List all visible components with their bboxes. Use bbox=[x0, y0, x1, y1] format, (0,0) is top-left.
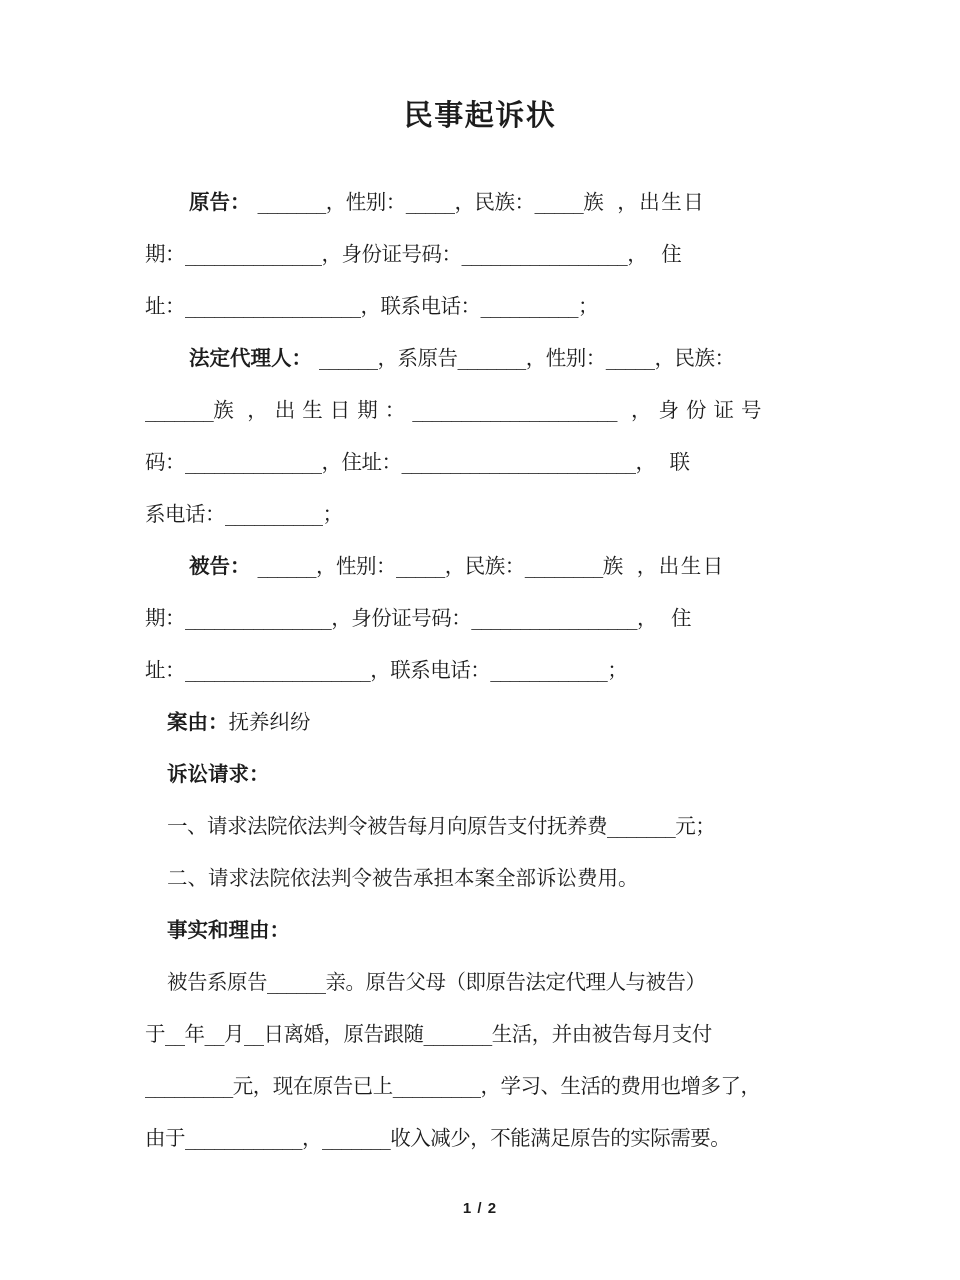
legal-rep-line-1 bbox=[145, 332, 817, 384]
claim-item-1-text: 一、请求法院依法判令被告每月向原告支付抚养费_______元； bbox=[167, 814, 716, 838]
legal-rep-line-3 bbox=[145, 436, 817, 488]
legal-rep-line-2-tail: ，身份证号 bbox=[631, 398, 769, 422]
claim-item-2-text: 二、请求法院依法判令被告承担本案全部诉讼费用。 bbox=[167, 866, 639, 890]
legal-rep-line-2-lead: _______族 bbox=[145, 398, 234, 422]
page-number-footer: 1 / 2 bbox=[462, 1200, 498, 1217]
facts-line-4 bbox=[145, 1112, 817, 1164]
facts-line-3-text: _________元，现在原告已上_________，学习、生活的费用也增多了， bbox=[145, 1074, 761, 1098]
facts-line-1 bbox=[145, 956, 817, 1008]
legal-rep-line-1-fields: ______，系原告_______，性别：_____，民族： bbox=[319, 346, 735, 370]
legal-rep-line-2-mid: ，出生日期： bbox=[247, 398, 413, 422]
facts-heading-label: 事实和理由： bbox=[167, 918, 290, 942]
facts-line-3 bbox=[145, 1060, 817, 1112]
defendant-line-3-fields: 址：___________________，联系电话：____________； bbox=[145, 658, 628, 682]
defendant-line-3 bbox=[145, 644, 817, 696]
plaintiff-line-1-tail: ，出生日 bbox=[617, 190, 706, 214]
facts-line-4-text: 由于____________，_______收入减少，不能满足原告的实际需要。 bbox=[145, 1126, 731, 1150]
plaintiff-line-3-fields: 址：__________________，联系电话：__________； bbox=[145, 294, 598, 318]
plaintiff-line-3 bbox=[145, 280, 817, 332]
cause-of-action-label: 案由： bbox=[167, 710, 229, 734]
claims-heading bbox=[145, 748, 817, 800]
claims-heading-label: 诉讼请求： bbox=[167, 762, 270, 786]
defendant-line-2-tail: 住 bbox=[671, 606, 692, 630]
legal-rep-label: 法定代理人： bbox=[189, 346, 312, 370]
document-body bbox=[145, 176, 817, 1164]
legal-rep-line-3-fields: 码：______________，住址：________________________， bbox=[145, 450, 656, 474]
defendant-line-1 bbox=[145, 540, 817, 592]
legal-rep-line-3-tail: 联 bbox=[669, 450, 690, 474]
claim-item-1 bbox=[145, 800, 817, 852]
defendant-label: 被告： bbox=[189, 554, 251, 578]
cause-of-action-row bbox=[145, 696, 817, 748]
defendant-line-1-fields: ______，性别：_____，民族：________族 bbox=[257, 554, 623, 578]
facts-line-2-text: 于__年__月__日离婚，原告跟随_______生活，并由被告每月支付 bbox=[145, 1022, 712, 1046]
plaintiff-label: 原告： bbox=[189, 190, 251, 214]
cause-of-action-value: 抚养纠纷 bbox=[228, 710, 311, 734]
plaintiff-line-1 bbox=[145, 176, 817, 228]
defendant-line-2-fields: 期：_______________，身份证号码：_________________， bbox=[145, 606, 657, 630]
legal-rep-line-2 bbox=[145, 384, 817, 436]
claim-item-2 bbox=[145, 852, 817, 904]
legal-rep-line-4-fields: 系电话：__________； bbox=[145, 502, 343, 526]
page-title: 民事起诉状 bbox=[403, 98, 557, 133]
facts-heading bbox=[145, 904, 817, 956]
plaintiff-line-1-fields: _______，性别：_____，民族：_____族 bbox=[257, 190, 604, 214]
facts-line-2 bbox=[145, 1008, 817, 1060]
plaintiff-line-2-tail: 住 bbox=[661, 242, 682, 266]
legal-rep-line-2-blank: _____________________ bbox=[412, 398, 617, 422]
defendant-line-1-tail: ，出生日 bbox=[636, 554, 725, 578]
facts-line-1-text: 被告系原告______亲。原告父母（即原告法定代理人与被告） bbox=[167, 970, 706, 994]
legal-rep-line-4 bbox=[145, 488, 817, 540]
defendant-line-2 bbox=[145, 592, 817, 644]
plaintiff-line-2 bbox=[145, 228, 817, 280]
plaintiff-line-2-fields: 期：______________，身份证号码：_________________， bbox=[145, 242, 648, 266]
